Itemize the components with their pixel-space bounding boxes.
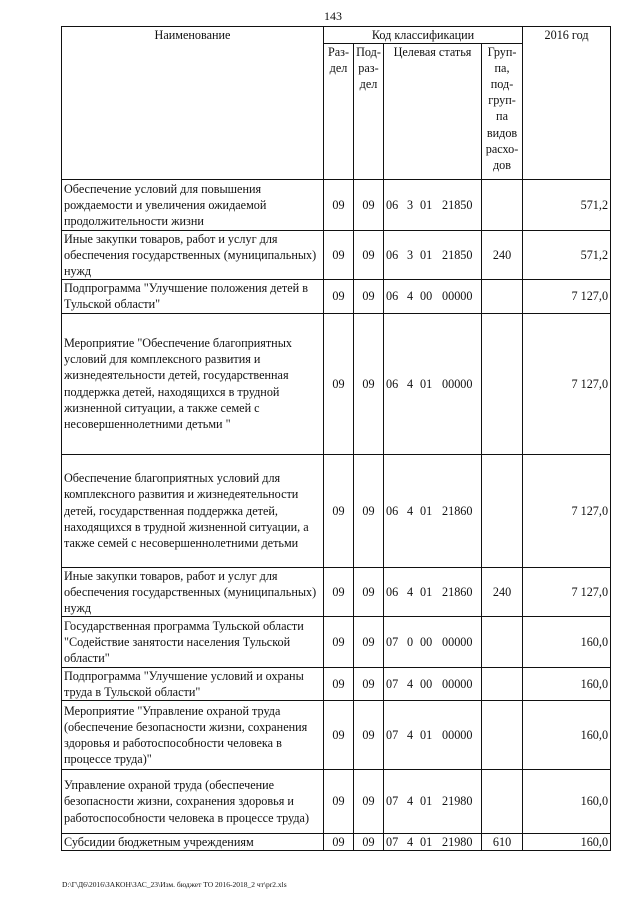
cs-direction: 00000 xyxy=(442,634,473,649)
cs-subprogram: 4 xyxy=(407,676,414,691)
row-section: 09 xyxy=(324,280,354,313)
cs-subprogram: 4 xyxy=(407,376,414,391)
table-row xyxy=(62,280,611,313)
row-name: Подпрограмма "Улучшение положения детей в Тульской области" xyxy=(62,280,324,313)
row-section: 09 xyxy=(324,834,354,851)
row-subsection: 09 xyxy=(354,834,384,851)
header-expense-group: Груп- па, под- груп- па видов расхо- дов xyxy=(482,44,523,180)
row-amount: 160,0 xyxy=(523,701,611,770)
row-amount: 7 127,0 xyxy=(523,313,611,454)
table-row xyxy=(62,567,611,616)
cs-measure: 01 xyxy=(420,198,433,213)
table-row xyxy=(62,667,611,700)
row-amount: 160,0 xyxy=(523,616,611,667)
row-amount: 7 127,0 xyxy=(523,280,611,313)
header-year: 2016 год xyxy=(523,27,611,180)
cs-direction: 21850 xyxy=(442,248,473,263)
cs-direction: 00000 xyxy=(442,376,473,391)
cs-subprogram: 4 xyxy=(407,503,414,518)
budget-table xyxy=(61,26,611,851)
cs-subprogram: 4 xyxy=(407,289,414,304)
cs-subprogram: 4 xyxy=(407,794,414,809)
row-expense-group xyxy=(482,667,523,700)
row-expense-group xyxy=(482,280,523,313)
cs-direction: 21860 xyxy=(442,584,473,599)
row-amount: 160,0 xyxy=(523,667,611,700)
row-subsection: 09 xyxy=(354,616,384,667)
row-section: 09 xyxy=(324,180,354,231)
table-row xyxy=(62,313,611,454)
cs-direction: 21850 xyxy=(442,198,473,213)
row-amount: 7 127,0 xyxy=(523,567,611,616)
row-name: Подпрограмма "Улучшение условий и охраны труда в Тульской области" xyxy=(62,667,324,700)
row-expense-group: 240 xyxy=(482,231,523,280)
cs-subprogram: 3 xyxy=(407,198,414,213)
row-target-article xyxy=(384,280,482,313)
row-expense-group: 240 xyxy=(482,567,523,616)
cs-program: 06 xyxy=(386,376,399,391)
table-row xyxy=(62,616,611,667)
row-amount: 160,0 xyxy=(523,770,611,834)
row-subsection: 09 xyxy=(354,770,384,834)
row-target-article xyxy=(384,701,482,770)
header-target-article: Целевая статья xyxy=(384,44,482,180)
header-name: Наименование xyxy=(62,27,324,180)
cs-program: 06 xyxy=(386,248,399,263)
header-subsection: Под- раз- дел xyxy=(354,44,384,180)
cs-direction: 21980 xyxy=(442,835,473,850)
row-target-article xyxy=(384,616,482,667)
row-subsection: 09 xyxy=(354,454,384,567)
cs-program: 07 xyxy=(386,634,399,649)
header-section: Раз- дел xyxy=(324,44,354,180)
row-section: 09 xyxy=(324,231,354,280)
row-amount: 571,2 xyxy=(523,231,611,280)
row-name: Государственная программа Тульской области "Содействие занятости населения Тульской области" xyxy=(62,616,324,667)
cs-direction: 00000 xyxy=(442,289,473,304)
cs-measure: 01 xyxy=(420,584,433,599)
row-name: Мероприятие "Управление охраной труда (обеспечение безопасности жизни, сохранения здоровья и работоспособности человека в процессе труда)" xyxy=(62,701,324,770)
row-section: 09 xyxy=(324,701,354,770)
cs-program: 06 xyxy=(386,584,399,599)
row-target-article xyxy=(384,231,482,280)
cs-program: 07 xyxy=(386,676,399,691)
row-target-article xyxy=(384,180,482,231)
row-name: Обеспечение благоприятных условий для комплексного развития и жизнедеятельности детей, государственная поддержка детей, находящихся в трудной жизненной ситуации, а также семей с несовершеннолетними детьми xyxy=(62,454,324,567)
row-expense-group xyxy=(482,701,523,770)
row-subsection: 09 xyxy=(354,280,384,313)
footer-file-path: D:\Г\Д6\2016\ЗАКОН\ЗАС_23\Изм. бюджет ТО 2016-2018_2 чт\pr2.xls xyxy=(62,880,287,889)
cs-program: 07 xyxy=(386,835,399,850)
header-classification: Код классификации xyxy=(324,27,523,44)
page-number: 143 xyxy=(324,9,342,23)
cs-measure: 00 xyxy=(420,676,433,691)
cs-direction: 21860 xyxy=(442,503,473,518)
row-target-article xyxy=(384,567,482,616)
row-name: Иные закупки товаров, работ и услуг для обеспечения государственных (муниципальных) нужд xyxy=(62,231,324,280)
row-section: 09 xyxy=(324,616,354,667)
cs-program: 07 xyxy=(386,794,399,809)
row-subsection: 09 xyxy=(354,667,384,700)
cs-measure: 01 xyxy=(420,727,433,742)
row-expense-group xyxy=(482,770,523,834)
cs-measure: 01 xyxy=(420,376,433,391)
row-target-article xyxy=(384,667,482,700)
row-expense-group xyxy=(482,180,523,231)
row-section: 09 xyxy=(324,313,354,454)
row-subsection: 09 xyxy=(354,701,384,770)
cs-measure: 00 xyxy=(420,634,433,649)
row-subsection: 09 xyxy=(354,567,384,616)
row-expense-group xyxy=(482,616,523,667)
row-target-article xyxy=(384,454,482,567)
table-row xyxy=(62,701,611,770)
table-row xyxy=(62,770,611,834)
row-target-article xyxy=(384,770,482,834)
cs-measure: 01 xyxy=(420,248,433,263)
table-body xyxy=(62,180,611,851)
row-subsection: 09 xyxy=(354,313,384,454)
cs-measure: 00 xyxy=(420,289,433,304)
cs-program: 06 xyxy=(386,503,399,518)
cs-program: 07 xyxy=(386,727,399,742)
cs-program: 06 xyxy=(386,289,399,304)
row-section: 09 xyxy=(324,567,354,616)
cs-program: 06 xyxy=(386,198,399,213)
cs-measure: 01 xyxy=(420,503,433,518)
row-amount: 7 127,0 xyxy=(523,454,611,567)
row-name: Мероприятие "Обеспечение благоприятных условий для комплексного развития и жизнедеятельности детей, государственная поддержка детей, находящихся в трудной жизненной ситуации, а также семей с несовершеннолетними детьми " xyxy=(62,313,324,454)
row-name: Обеспечение условий для повышения рождаемости и увеличения ожидаемой продолжительности жизни xyxy=(62,180,324,231)
cs-subprogram: 3 xyxy=(407,248,414,263)
row-expense-group xyxy=(482,454,523,567)
table-row xyxy=(62,180,611,231)
cs-measure: 01 xyxy=(420,835,433,850)
row-section: 09 xyxy=(324,667,354,700)
cs-subprogram: 0 xyxy=(407,634,414,649)
row-section: 09 xyxy=(324,770,354,834)
row-expense-group xyxy=(482,313,523,454)
cs-subprogram: 4 xyxy=(407,584,414,599)
cs-direction: 00000 xyxy=(442,676,473,691)
row-target-article xyxy=(384,313,482,454)
cs-measure: 01 xyxy=(420,794,433,809)
row-amount: 160,0 xyxy=(523,834,611,851)
cs-direction: 21980 xyxy=(442,794,473,809)
cs-subprogram: 4 xyxy=(407,835,414,850)
row-subsection: 09 xyxy=(354,180,384,231)
cs-direction: 00000 xyxy=(442,727,473,742)
row-name: Управление охраной труда (обеспечение безопасности жизни, сохранения здоровья и работоспособности человека в процессе труда) xyxy=(62,770,324,834)
row-expense-group: 610 xyxy=(482,834,523,851)
row-amount: 571,2 xyxy=(523,180,611,231)
row-section: 09 xyxy=(324,454,354,567)
row-subsection: 09 xyxy=(354,231,384,280)
table-row xyxy=(62,454,611,567)
row-target-article xyxy=(384,834,482,851)
row-name: Иные закупки товаров, работ и услуг для обеспечения государственных (муниципальных) нужд xyxy=(62,567,324,616)
table-row xyxy=(62,834,611,851)
row-name: Субсидии бюджетным учреждениям xyxy=(62,834,324,851)
table-row xyxy=(62,231,611,280)
cs-subprogram: 4 xyxy=(407,727,414,742)
